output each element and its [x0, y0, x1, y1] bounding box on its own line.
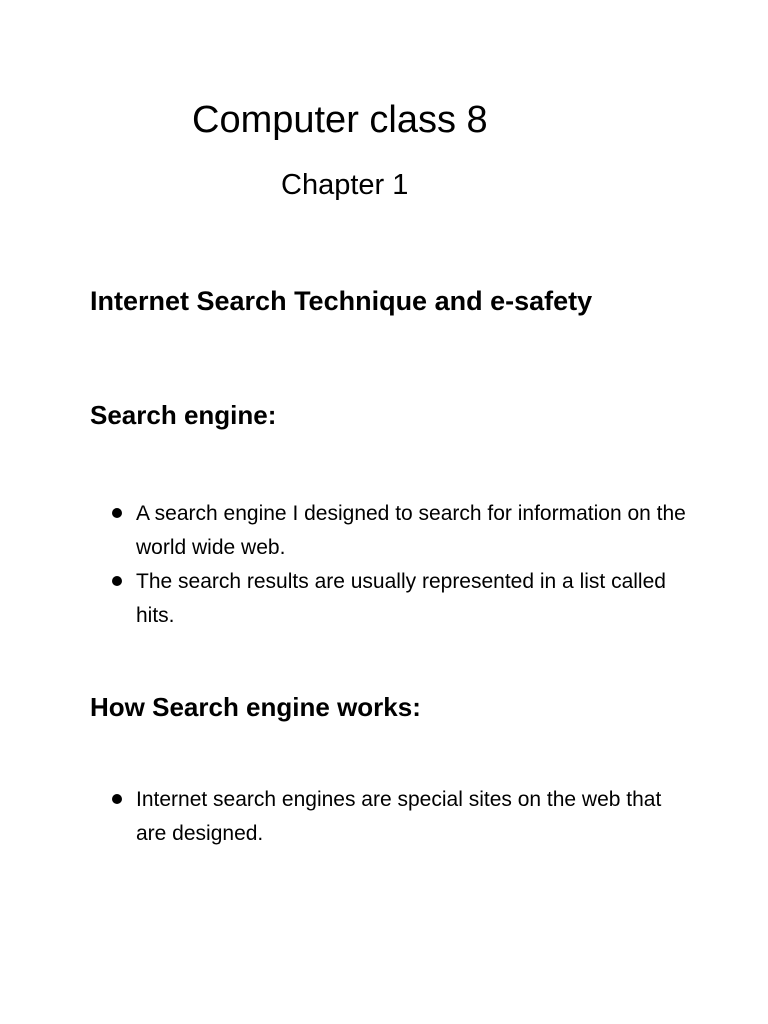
section-heading-search-engine: Search engine:: [90, 400, 277, 430]
bullet-icon: [112, 794, 122, 804]
list-item: [112, 565, 692, 633]
list-item: [112, 497, 692, 565]
bullet-icon: [112, 508, 122, 518]
bullet-icon: [112, 576, 122, 586]
list-item-text: Internet search engines are special sites on the web that are designed.: [136, 788, 662, 845]
chapter-heading: Internet Search Technique and e-safety: [90, 286, 593, 316]
search-engine-bullet-list: [112, 497, 692, 633]
how-it-works-bullet-list: [112, 783, 692, 851]
list-item: [112, 783, 692, 851]
document-title: Computer class 8: [192, 99, 488, 141]
chapter-label: Chapter 1: [281, 169, 409, 201]
section-heading-how-search-engine-works: How Search engine works:: [90, 692, 421, 722]
list-item-text: A search engine I designed to search for information on the world wide web.: [136, 502, 686, 559]
list-item-text: The search results are usually represented in a list called hits.: [136, 570, 666, 627]
